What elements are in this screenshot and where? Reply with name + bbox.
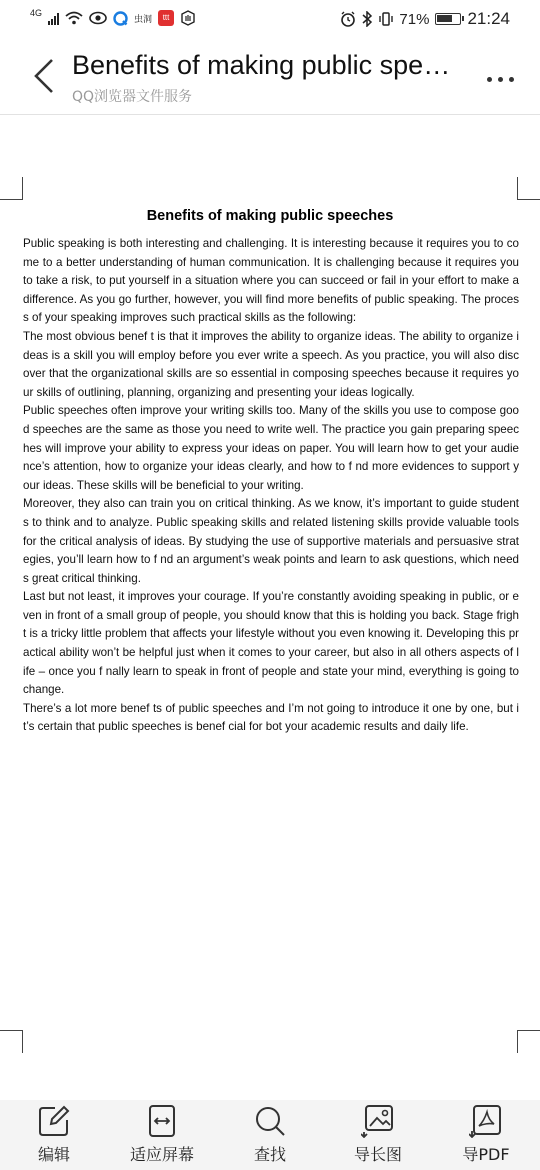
battery-icon xyxy=(435,13,461,25)
wifi-icon xyxy=(65,11,83,25)
document-body xyxy=(23,235,519,737)
paragraph: Public speaking is both interesting and challenging. It is interesting because it requires you to come to a better understanding of human communication. It is challenging because it requires you to take a risk, to put yourself in a situation where you can succeed or fail in your effort to make a difference. As you go further, however, you will find more benefits of public speaking. The process of your speaking improves such practical skills as the following: xyxy=(23,237,519,325)
fit-screen-label: 适应屏幕 xyxy=(129,1145,194,1164)
paragraph: Moreover, they also can train you on critical thinking. As we know, it’s important to guide students to think and to analyze. Public speaking skills and related listening skills provide valuable tools for the critical analysis of ideas. By studying the use of supportive materials and persuasive strategies, you’ll learn how to f nd an argument’s weak points and learn to ask questions, which needs great critical thinking. xyxy=(23,497,519,585)
export-pdf-icon xyxy=(469,1104,503,1138)
edit-button[interactable] xyxy=(4,1100,104,1170)
document-page[interactable] xyxy=(0,115,540,1100)
search-button[interactable] xyxy=(220,1100,320,1170)
page-corner-mark xyxy=(0,1030,23,1053)
page-corner-mark xyxy=(0,177,23,200)
search-label: 查找 xyxy=(253,1145,286,1164)
export-pdf-label: 导PDF xyxy=(462,1145,510,1164)
page-subtitle: QQ浏览器文件服务 xyxy=(72,89,193,105)
status-right xyxy=(340,9,510,29)
network-type: 4G xyxy=(30,8,43,18)
bottom-toolbar xyxy=(0,1100,540,1170)
fit-screen-button[interactable] xyxy=(112,1100,212,1170)
app-badge-icon: ttt xyxy=(158,10,174,26)
more-menu-icon[interactable] xyxy=(487,64,514,94)
edit-icon xyxy=(37,1104,71,1138)
paragraph: Last but not least, it improves your courage. If you’re constantly avoiding speaking in public, or even in front of a small group of people, you should know that this is holding you back. Stage fright is a tricky little problem that affects your lifestyle without you even knowing it. Developing this practical ability won’t be helpful just when it comes to your career, but also in all others aspects of life – once you f nally learn to speak in front of people and state your mind, everything is going to change. xyxy=(23,590,519,697)
battery-percent: 71% xyxy=(399,10,430,28)
search-icon xyxy=(253,1104,287,1138)
app-text: 虫洞 xyxy=(134,13,153,24)
vibrate-icon xyxy=(379,11,393,27)
paragraph: Public speeches often improve your writing skills too. Many of the skills you use to compose good speeches are the same as those you need to write well. The practice you gain preparing speeches will improve your ability to express your ideas on paper. You will learn how to get your audience’s attention, how to organize your ideas clearly, and how to f nd more evidences to support your ideas. These skills will be beneficial to your writing. xyxy=(23,404,519,492)
battery-level-fill xyxy=(437,15,452,22)
alarm-icon xyxy=(340,11,356,27)
document-title: Benefits of making public speeches xyxy=(146,208,394,224)
page-corner-mark xyxy=(517,1030,540,1053)
export-long-image-label: 导长图 xyxy=(353,1145,402,1164)
bluetooth-icon xyxy=(362,11,373,27)
notification-hand-icon xyxy=(180,10,196,26)
export-pdf-button[interactable] xyxy=(436,1100,536,1170)
paragraph: There’s a lot more benef ts of public speeches and I’m not going to introduce it one by one, but it’s certain that public speeches is benef cial for bot your academic results and daily life. xyxy=(23,701,519,734)
qq-browser-icon xyxy=(113,11,128,26)
status-bar xyxy=(0,0,540,40)
signal-icon xyxy=(48,12,59,25)
paragraph: The most obvious benef t is that it improves the ability to organize ideas. The ability to organize ideas is a skill you will employ before you ever write a speech. As you practice, you will also discover that the organizational skills are so essential in composing speeches because it requires your skills of outlining, planning, organizing and presenting your ideas logically. xyxy=(23,329,519,399)
status-left xyxy=(30,10,196,26)
export-long-image-button[interactable] xyxy=(328,1100,428,1170)
status-time: 21:24 xyxy=(467,9,510,28)
header xyxy=(0,40,540,115)
eye-icon xyxy=(89,11,107,25)
back-arrow-icon[interactable] xyxy=(30,56,60,96)
edit-label: 编辑 xyxy=(37,1145,70,1164)
page-title: Benefits of making public spe… xyxy=(72,50,451,80)
export-image-icon xyxy=(361,1104,395,1138)
fit-screen-icon xyxy=(145,1104,179,1138)
page-corner-mark xyxy=(517,177,540,200)
